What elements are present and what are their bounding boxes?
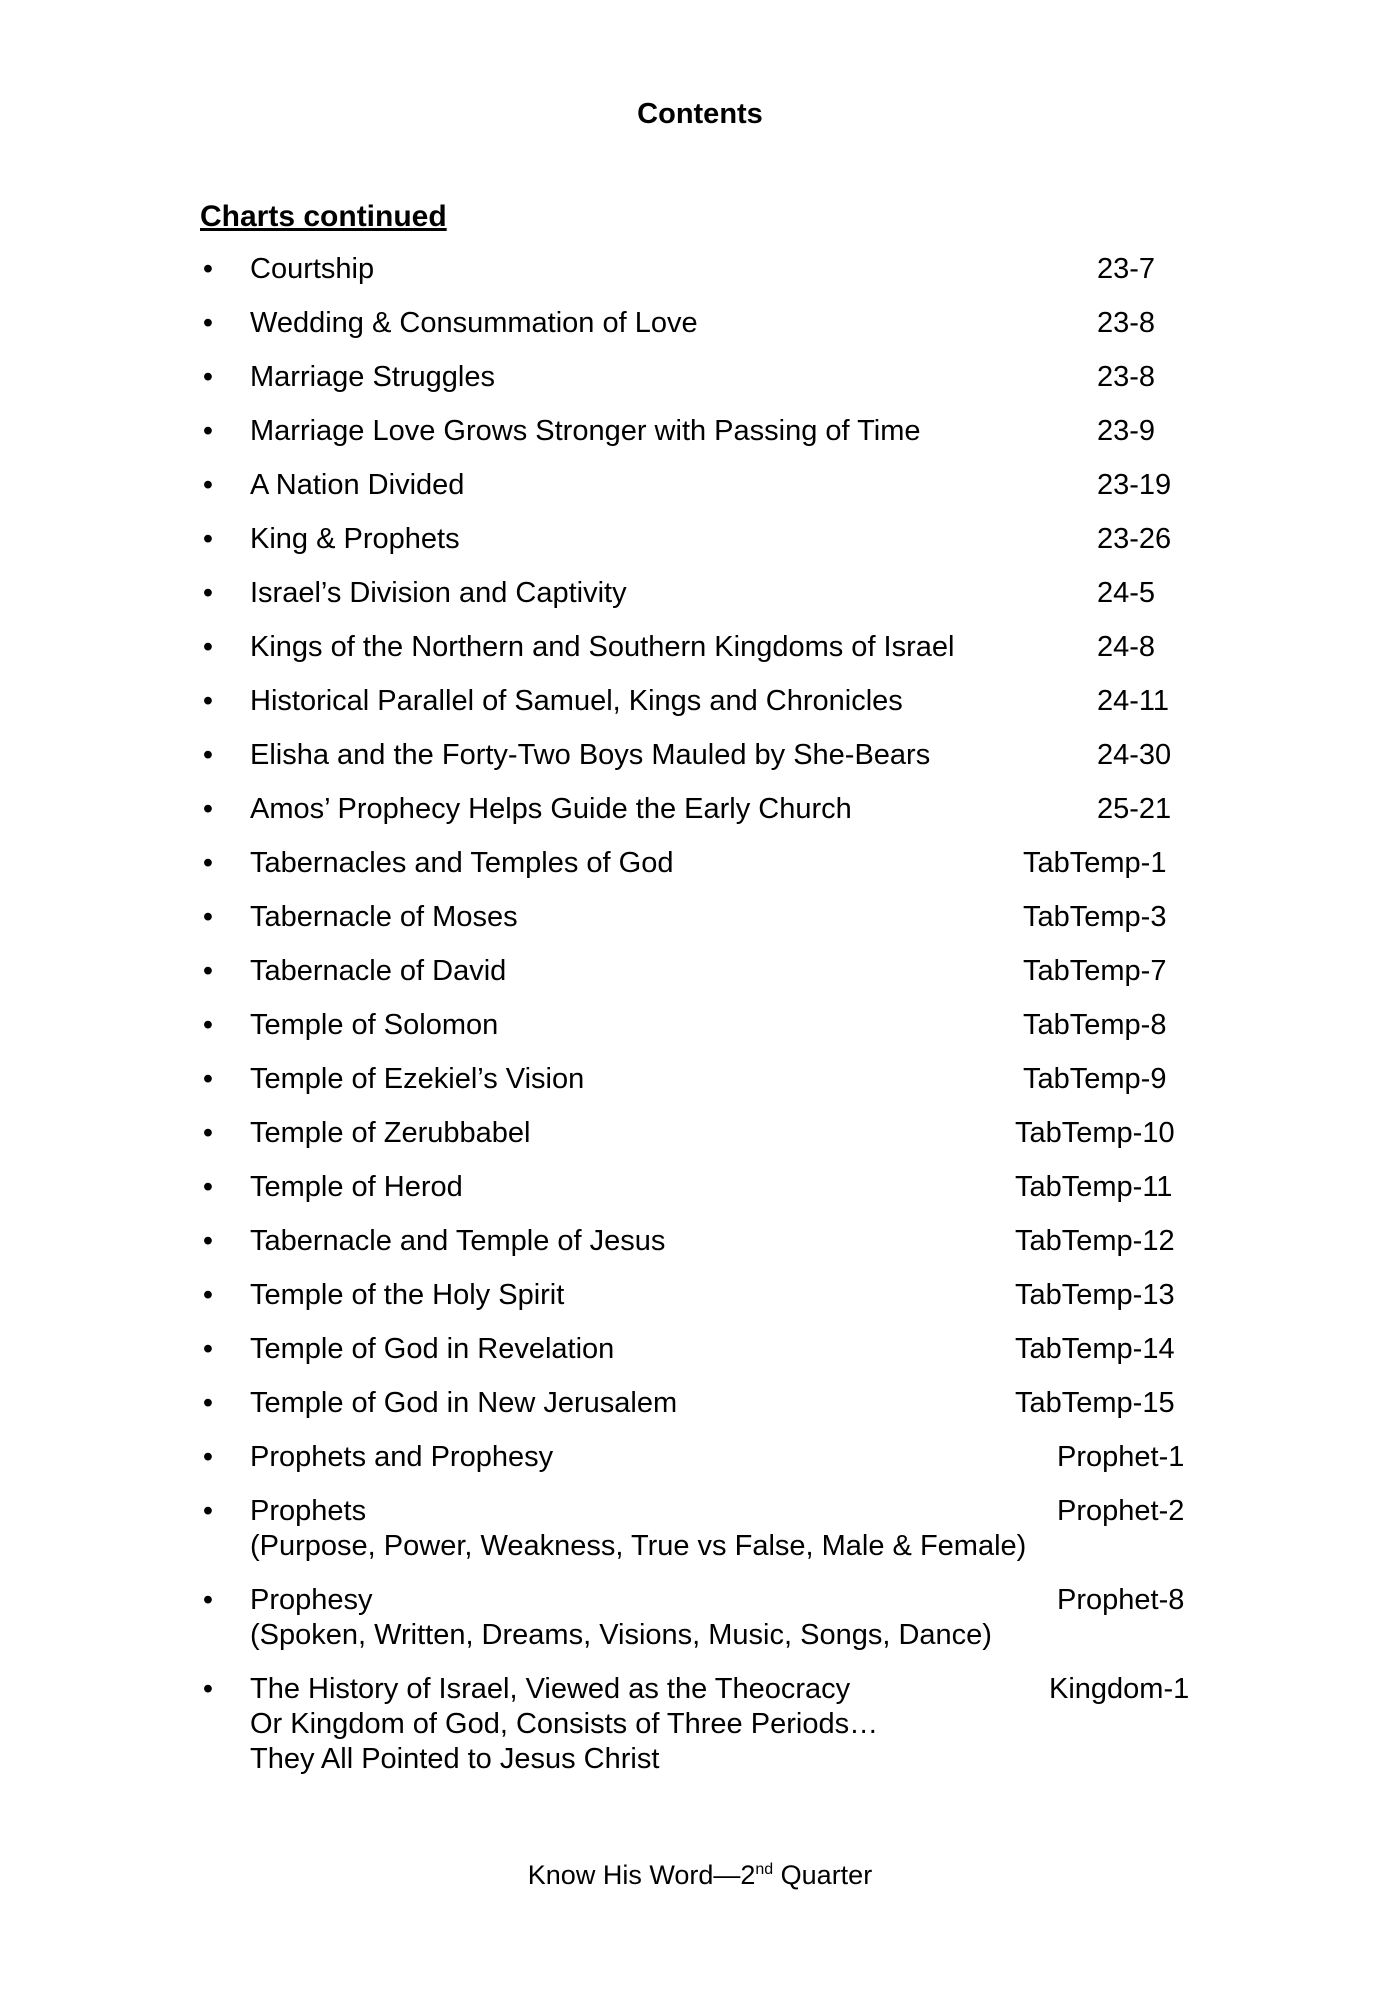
toc-item-label: Tabernacles and Temples of God [250, 847, 674, 879]
bullet-icon: • [202, 577, 214, 609]
toc-item [0, 1008, 1400, 1062]
toc-page-number: 24-5 [1097, 577, 1156, 609]
toc-page-number: 25-21 [1097, 793, 1172, 825]
toc-item-label: Temple of the Holy Spirit [250, 1279, 565, 1311]
bullet-icon: • [202, 793, 214, 825]
toc-item [0, 1170, 1400, 1224]
toc-item-label: Tabernacle of David [250, 955, 507, 987]
toc-item-label: Wedding & Consummation of Love [250, 307, 698, 339]
toc-page-number: TabTemp-14 [1015, 1333, 1175, 1365]
toc-page-number: TabTemp-1 [1023, 847, 1167, 879]
toc-page-number: 23-19 [1097, 469, 1172, 501]
bullet-icon: • [202, 253, 214, 285]
bullet-icon: • [202, 685, 214, 717]
toc-item [0, 1224, 1400, 1278]
section-heading: Charts continued [200, 200, 447, 233]
bullet-icon: • [202, 1333, 214, 1365]
toc-item [0, 1278, 1400, 1332]
toc-page-number: 24-30 [1097, 739, 1172, 771]
toc-item-label: Temple of Herod [250, 1171, 463, 1203]
toc-item [0, 1062, 1400, 1116]
toc-page-number: 23-9 [1097, 415, 1156, 447]
toc-page-number: 23-7 [1097, 253, 1156, 285]
toc-item-label: Marriage Love Grows Stronger with Passing of Time [250, 415, 921, 447]
toc-item-label: Temple of Solomon [250, 1009, 499, 1041]
toc-page-number: TabTemp-8 [1023, 1009, 1167, 1041]
toc-item [0, 360, 1400, 414]
toc-page-number: 23-8 [1097, 361, 1156, 393]
toc-page-number: 23-26 [1097, 523, 1172, 555]
toc-item-label: Courtship [250, 253, 375, 285]
footer-text: Know His Word—2 [527, 1860, 756, 1890]
toc-item-label: Prophets and Prophesy [250, 1441, 554, 1473]
bullet-icon: • [202, 1584, 214, 1616]
toc-page-number: 24-11 [1097, 685, 1170, 717]
toc-page-number: TabTemp-7 [1023, 955, 1167, 987]
toc-item [0, 792, 1400, 846]
toc-item [0, 468, 1400, 522]
toc-item [0, 1386, 1400, 1440]
toc-item-label: Tabernacle of Moses [250, 901, 518, 933]
bullet-icon: • [202, 1387, 214, 1419]
toc-item [0, 684, 1400, 738]
toc-item-label: Prophets [250, 1495, 367, 1527]
bullet-icon: • [202, 1673, 214, 1705]
toc-item-label: Tabernacle and Temple of Jesus [250, 1225, 666, 1257]
toc-item-label: Temple of God in New Jerusalem [250, 1387, 678, 1419]
toc-item-label: Marriage Struggles [250, 361, 495, 393]
toc-item-label: Amos’ Prophecy Helps Guide the Early Church [250, 793, 852, 825]
toc-item [0, 1494, 1400, 1583]
toc-item [0, 414, 1400, 468]
toc-item [0, 738, 1400, 792]
bullet-icon: • [202, 631, 214, 663]
bullet-icon: • [202, 847, 214, 879]
bullet-icon: • [202, 1225, 214, 1257]
page-footer [0, 1860, 1400, 1891]
toc-item [0, 576, 1400, 630]
footer-text-suffix: Quarter [773, 1860, 873, 1890]
toc-item-label: Historical Parallel of Samuel, Kings and Chronicles [250, 685, 903, 717]
toc-item-label: Elisha and the Forty-Two Boys Mauled by She-Bears [250, 739, 931, 771]
toc-item-label: King & Prophets [250, 523, 460, 555]
toc-item-label: Prophesy [250, 1584, 373, 1616]
bullet-icon: • [202, 1495, 214, 1527]
toc-page-number: TabTemp-9 [1023, 1063, 1167, 1095]
bullet-icon: • [202, 523, 214, 555]
toc-list [0, 252, 1400, 1782]
toc-item [0, 1672, 1400, 1782]
bullet-icon: • [202, 361, 214, 393]
bullet-icon: • [202, 415, 214, 447]
bullet-icon: • [202, 469, 214, 501]
bullet-icon: • [202, 1171, 214, 1203]
toc-item-sublabel: (Purpose, Power, Weakness, True vs False, Male & Female) [250, 1530, 1027, 1562]
bullet-icon: • [202, 307, 214, 339]
toc-page-number: 23-8 [1097, 307, 1156, 339]
bullet-icon: • [202, 1441, 214, 1473]
toc-page-number: Prophet-2 [1057, 1495, 1185, 1527]
toc-page-number: Prophet-1 [1057, 1441, 1185, 1473]
toc-item-sublabel: They All Pointed to Jesus Christ [250, 1743, 660, 1775]
toc-item-label: A Nation Divided [250, 469, 465, 501]
toc-item-label: Temple of Zerubbabel [250, 1117, 531, 1149]
toc-item [0, 1440, 1400, 1494]
page-title: Contents [637, 98, 763, 130]
bullet-icon: • [202, 955, 214, 987]
toc-item [0, 522, 1400, 576]
toc-page-number: TabTemp-15 [1015, 1387, 1175, 1419]
toc-page-number: Kingdom-1 [1049, 1673, 1190, 1705]
toc-page-number: TabTemp-12 [1015, 1225, 1175, 1257]
toc-item [0, 900, 1400, 954]
toc-item [0, 252, 1400, 306]
toc-item-label: Temple of Ezekiel’s Vision [250, 1063, 585, 1095]
toc-item [0, 1116, 1400, 1170]
toc-item [0, 1583, 1400, 1672]
toc-page-number: TabTemp-3 [1023, 901, 1167, 933]
toc-page-number: 24-8 [1097, 631, 1156, 663]
toc-item [0, 630, 1400, 684]
bullet-icon: • [202, 1009, 214, 1041]
toc-item-sublabel: Or Kingdom of God, Consists of Three Periods… [250, 1708, 879, 1740]
toc-item-label: Temple of God in Revelation [250, 1333, 615, 1365]
footer-superscript: nd [755, 1861, 774, 1878]
toc-page-number: Prophet-8 [1057, 1584, 1185, 1616]
toc-page-number: TabTemp-10 [1015, 1117, 1175, 1149]
bullet-icon: • [202, 1117, 214, 1149]
toc-item [0, 954, 1400, 1008]
toc-page-number: TabTemp-11 [1015, 1171, 1173, 1203]
toc-item [0, 1332, 1400, 1386]
toc-item [0, 306, 1400, 360]
bullet-icon: • [202, 739, 214, 771]
bullet-icon: • [202, 1063, 214, 1095]
toc-item [0, 846, 1400, 900]
toc-page-number: TabTemp-13 [1015, 1279, 1175, 1311]
toc-item-label: Israel’s Division and Captivity [250, 577, 627, 609]
toc-item-label: The History of Israel, Viewed as the Theocracy [250, 1673, 851, 1705]
bullet-icon: • [202, 1279, 214, 1311]
toc-item-sublabel: (Spoken, Written, Dreams, Visions, Music, Songs, Dance) [250, 1619, 992, 1651]
bullet-icon: • [202, 901, 214, 933]
toc-item-label: Kings of the Northern and Southern Kingdoms of Israel [250, 631, 955, 663]
